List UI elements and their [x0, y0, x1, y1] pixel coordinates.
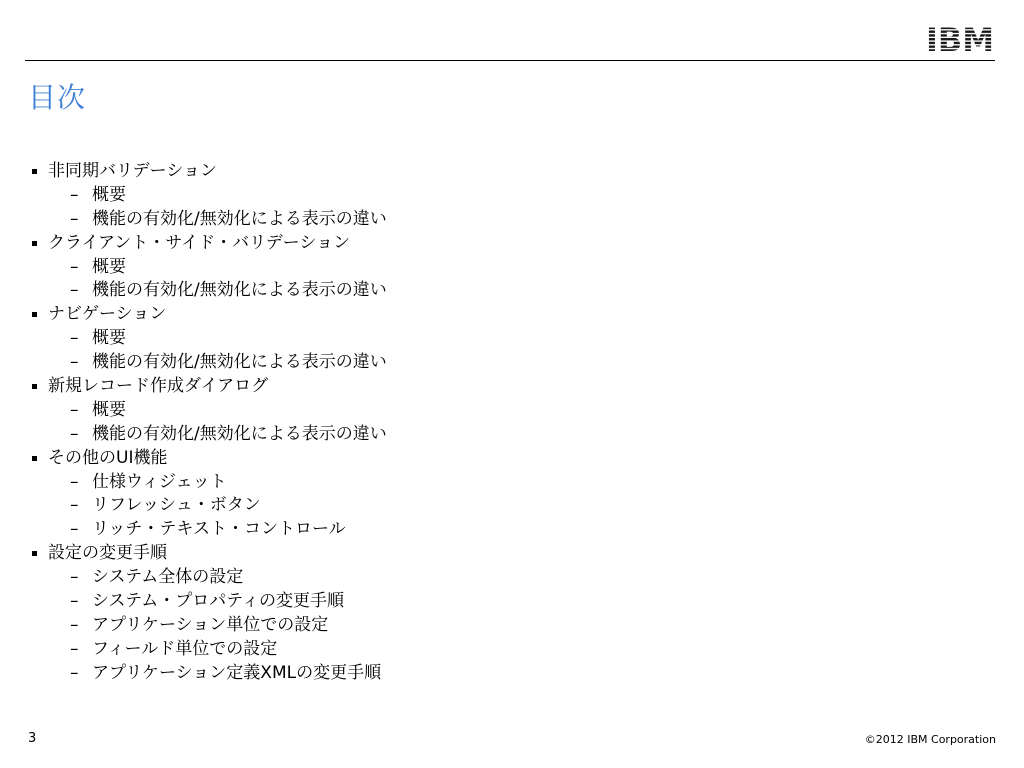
dash-bullet: – [70, 638, 79, 659]
toc-item-text: リフレッシュ・ボタン [92, 495, 261, 516]
dash-bullet: – [70, 662, 79, 683]
toc-subsection-item [28, 423, 387, 447]
toc-item-text: システム・プロパティの変更手順 [92, 591, 344, 612]
toc-subsection-item [28, 327, 387, 351]
toc-subsection-item [28, 471, 387, 495]
slide-title: 目次 [28, 81, 87, 114]
ibm-logo [926, 23, 994, 53]
toc-section-item [28, 303, 387, 327]
toc-section-item [28, 447, 387, 471]
toc-item-text: フィールド単位での設定 [92, 638, 278, 659]
toc-subsection-item [28, 184, 387, 208]
toc-section-item [28, 375, 387, 399]
dash-bullet: – [70, 399, 79, 420]
toc-item-text: アプリケーション定義XMLの変更手順 [92, 662, 382, 683]
toc-item-text: ナビゲーション [48, 304, 167, 325]
dash-bullet: – [70, 208, 79, 229]
toc-subsection-item [28, 494, 387, 518]
toc-item-text: アプリケーション単位での設定 [92, 614, 329, 635]
toc-subsection-item [28, 351, 387, 375]
svg-text:IBM: IBM [926, 23, 994, 53]
dash-bullet: – [70, 519, 79, 540]
page-number: 3 [28, 731, 37, 746]
toc-subsection-item [28, 662, 387, 686]
toc-item-text: リッチ・テキスト・コントロール [92, 519, 346, 540]
toc-subsection-item [28, 590, 387, 614]
toc-item-text: 機能の有効化/無効化による表示の違い [92, 423, 387, 444]
toc-subsection-item [28, 399, 387, 423]
toc-item-text: 概要 [92, 256, 126, 277]
toc-item-text: 仕様ウィジェット [92, 471, 227, 492]
dash-bullet: – [70, 352, 79, 373]
toc-item-text: その他のUI機能 [48, 447, 168, 468]
toc-item-text: 概要 [92, 399, 126, 420]
toc-item-text: 概要 [92, 184, 126, 205]
dash-bullet: – [70, 591, 79, 612]
dash-bullet: – [70, 567, 79, 588]
table-of-contents [28, 160, 387, 686]
dash-bullet: – [70, 423, 79, 444]
dash-bullet: – [70, 280, 79, 301]
toc-item-text: 概要 [92, 328, 126, 349]
dash-bullet: – [70, 328, 79, 349]
toc-item-text: 新規レコード作成ダイアログ [48, 376, 269, 397]
toc-section-item [28, 160, 387, 184]
dash-bullet: – [70, 495, 79, 516]
dash-bullet: – [70, 184, 79, 205]
toc-item-text: クライアント・サイド・バリデーション [48, 232, 351, 253]
toc-item-text: 機能の有効化/無効化による表示の違い [92, 352, 387, 373]
toc-subsection-item [28, 208, 387, 232]
toc-item-text: 機能の有効化/無効化による表示の違い [92, 280, 387, 301]
toc-subsection-item [28, 256, 387, 280]
toc-subsection-item [28, 638, 387, 662]
toc-item-text: 設定の変更手順 [48, 543, 167, 564]
dash-bullet: – [70, 256, 79, 277]
toc-subsection-item [28, 518, 387, 542]
toc-section-item [28, 232, 387, 256]
toc-item-text: 非同期バリデーション [48, 161, 217, 181]
toc-subsection-item [28, 566, 387, 590]
toc-subsection-item [28, 279, 387, 303]
toc-subsection-item [28, 614, 387, 638]
dash-bullet: – [70, 614, 79, 635]
toc-item-text: 機能の有効化/無効化による表示の違い [92, 208, 387, 229]
copyright-footer: ©2012 IBM Corporation [864, 733, 996, 746]
toc-section-item [28, 542, 387, 566]
dash-bullet: – [70, 471, 79, 492]
toc-item-text: システム全体の設定 [92, 567, 244, 588]
header-divider [25, 60, 995, 61]
